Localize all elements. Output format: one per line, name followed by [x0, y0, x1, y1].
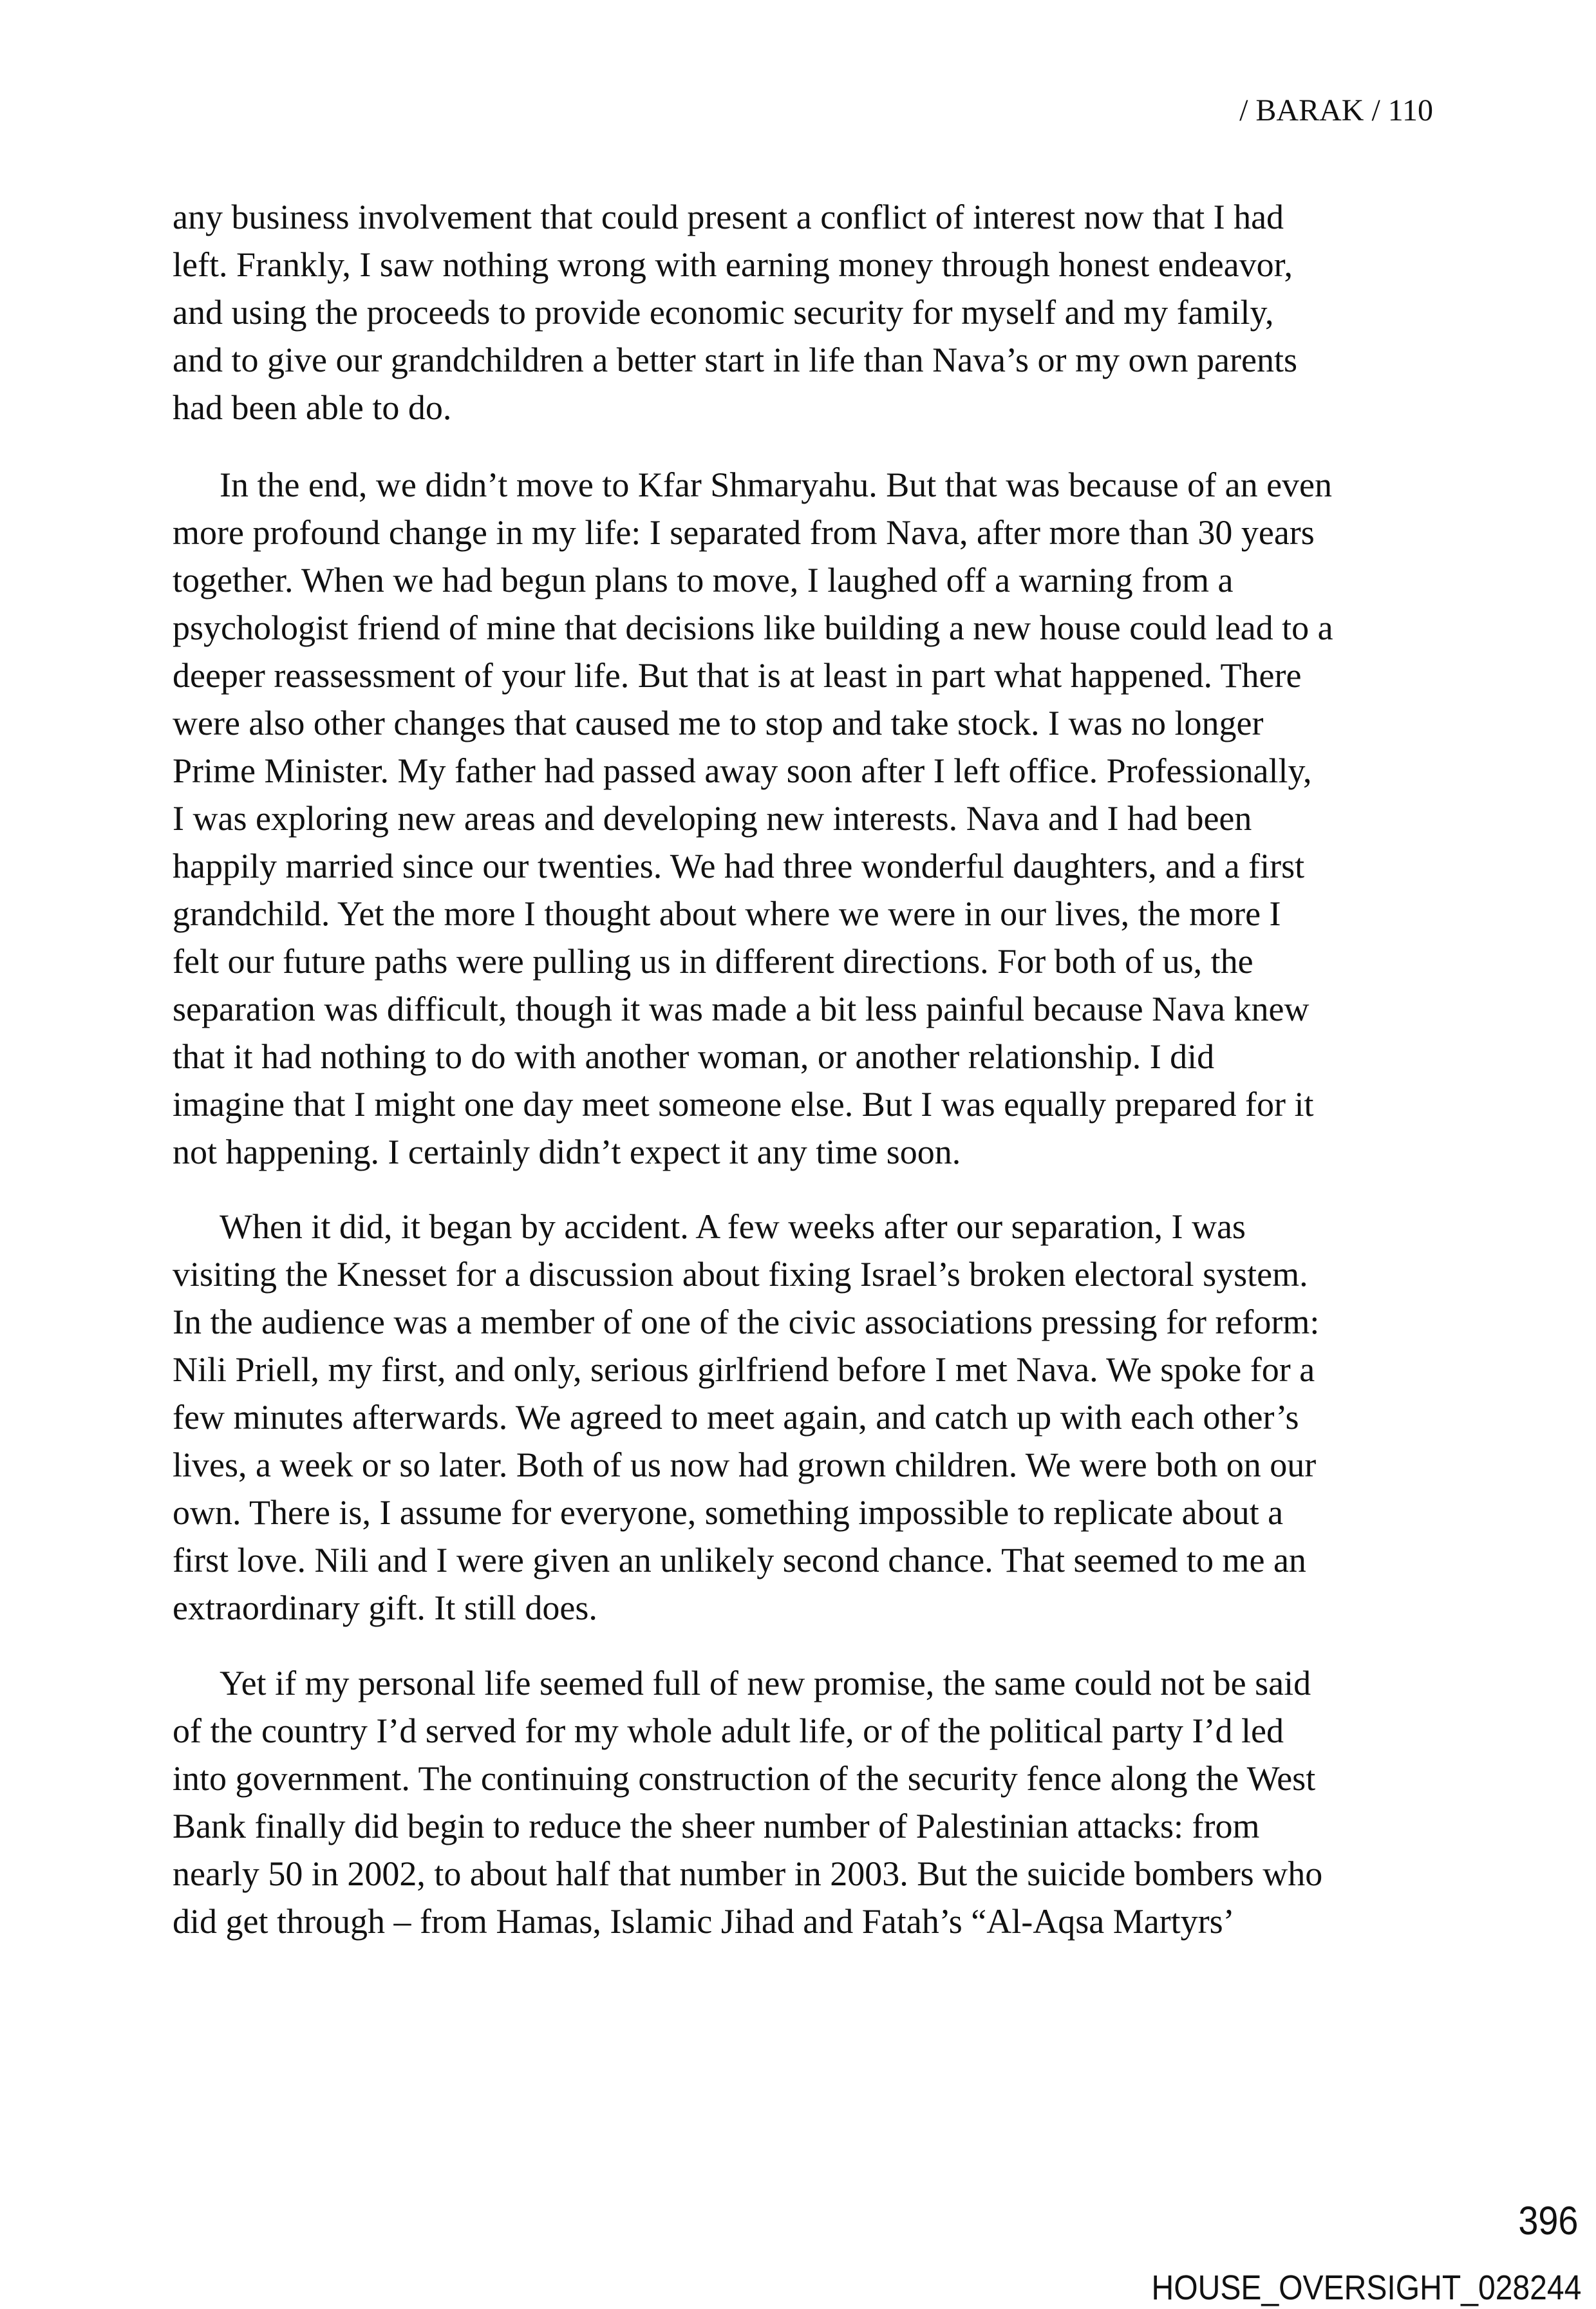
text-line: first love. Nili and I were given an unlikely second chance. That seemed to me an: [173, 1541, 1306, 1579]
text-line: nearly 50 in 2002, to about half that number in 2003. But the suicide bombers who: [173, 1854, 1323, 1893]
text-line: own. There is, I assume for everyone, something impossible to replicate about a: [173, 1493, 1284, 1532]
text-line: and using the proceeds to provide economic security for myself and my family,: [173, 293, 1274, 332]
text-line: When it did, it began by accident. A few weeks after our separation, I was: [220, 1207, 1246, 1246]
text-line: I was exploring new areas and developing new interests. Nava and I had been: [173, 799, 1252, 838]
text-line: deeper reassessment of your life. But that is at least in part what happened. There: [173, 656, 1302, 695]
text-line: lives, a week or so later. Both of us now had grown children. We were both on our: [173, 1446, 1317, 1484]
paragraph: [173, 1659, 1454, 1945]
text-line: together. When we had begun plans to move, I laughed off a warning from a: [173, 561, 1234, 599]
text-line: visiting the Knesset for a discussion about fixing Israel’s broken electoral system.: [173, 1255, 1308, 1294]
text-line: In the end, we didn’t move to Kfar Shmaryahu. But that was because of an even: [220, 466, 1332, 504]
text-line: grandchild. Yet the more I thought about where we were in our lives, the more I: [173, 894, 1281, 933]
paragraph: [173, 461, 1454, 1176]
paragraph: [173, 193, 1454, 431]
text-line: felt our future paths were pulling us in different directions. For both of us, the: [173, 942, 1253, 981]
text-line: into government. The continuing construction of the security fence along the West: [173, 1759, 1316, 1798]
text-line: not happening. I certainly didn’t expect it any time soon.: [173, 1133, 961, 1171]
text-line: Prime Minister. My father had passed away soon after I left office. Professionally,: [173, 751, 1312, 790]
text-line: psychologist friend of mine that decisions like building a new house could lead to a: [173, 608, 1333, 647]
text-line: extraordinary gift. It still does.: [173, 1588, 597, 1627]
text-line: separation was difficult, though it was made a bit less painful because Nava knew: [173, 990, 1310, 1028]
text-line: happily married since our twenties. We had three wonderful daughters, and a first: [173, 847, 1305, 885]
page-number: 396: [1517, 2199, 1578, 2243]
text-line: any business involvement that could present a conflict of interest now that I had: [173, 198, 1284, 236]
text-line: did get through – from Hamas, Islamic Jihad and Fatah’s “Al-Aqsa Martyrs’: [173, 1902, 1235, 1941]
text-line: few minutes afterwards. We agreed to meet again, and catch up with each other’s: [173, 1398, 1299, 1437]
text-line: In the audience was a member of one of the civic associations pressing for reform:: [173, 1303, 1320, 1341]
text-line: and to give our grandchildren a better start in life than Nava’s or my own parents: [173, 341, 1297, 379]
text-line: Nili Priell, my first, and only, serious girlfriend before I met Nava. We spoke for a: [173, 1350, 1315, 1389]
text-line: left. Frankly, I saw nothing wrong with earning money through honest endeavor,: [173, 245, 1293, 284]
bates-number: HOUSE_OVERSIGHT_028244: [1151, 2268, 1581, 2307]
running-head: / BARAK / 110: [1239, 93, 1433, 127]
text-line: that it had nothing to do with another woman, or another relationship. I did: [173, 1037, 1215, 1076]
text-line: of the country I’d served for my whole adult life, or of the political party I’d led: [173, 1711, 1284, 1750]
text-line: were also other changes that caused me to stop and take stock. I was no longer: [173, 704, 1264, 742]
text-line: Bank finally did begin to reduce the sheer number of Palestinian attacks: from: [173, 1807, 1260, 1845]
paragraph: [173, 1203, 1454, 1632]
text-line: Yet if my personal life seemed full of new promise, the same could not be said: [220, 1664, 1311, 1702]
text-line: more profound change in my life: I separated from Nava, after more than 30 years: [173, 513, 1315, 552]
text-line: imagine that I might one day meet someone else. But I was equally prepared for it: [173, 1085, 1314, 1124]
text-line: had been able to do.: [173, 388, 452, 427]
